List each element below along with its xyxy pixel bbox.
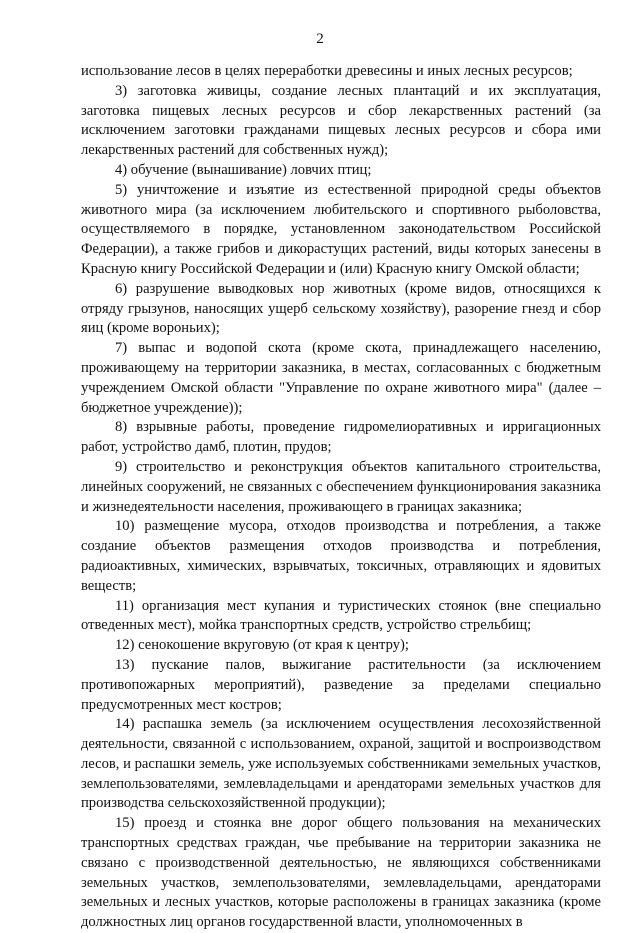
paragraph: 8) взрывные работы, проведение гидромелиоративных и ирригационных работ, устройство дамб, плотин, прудов; <box>81 419 601 456</box>
paragraph: 7) выпас и водопой скота (кроме скота, принадлежащего населению, проживающему на территории заказника, в местах, согласованных с бюджетным учреждением Омской области "Управление по охране животного мира" (далее – бюджетное учреждение)); <box>81 340 601 416</box>
paragraph: 5) уничтожение и изъятие из естественной природной среды объектов животного мира (за исключением любительского и спортивного рыболовства, осуществляемого в порядке, установленном законодательством Российской Федерации), а также грибов и дикорастущих растений, виды которых занесены в Красную книгу Российской Федерации и (или) Красную книгу Омской области; <box>81 181 601 277</box>
paragraph: 14) распашка земель (за исключением осуществления лесохозяйственной деятельности, связанной с использованием, охраной, защитой и воспроизводством лесов, и распашки земель, уже используемых собственниками земельных участков, землепользователями, землевладельцами и арендаторами земельных участков для производства сельскохозяйственной продукции); <box>81 716 601 812</box>
paragraph: 6) разрушение выводковых нор животных (кроме видов, относящихся к отряду грызунов, наносящих ущерб сельскому хозяйству), разорение гнезд и сбор яиц (кроме вороньих); <box>81 280 601 337</box>
paragraph: 10) размещение мусора, отходов производства и потребления, а также создание объектов размещения отходов производства и потребления, радиоактивных, химических, взрывчатых, токсичных, отравляющих и ядовитых веществ; <box>81 518 601 594</box>
paragraph: 11) организация мест купания и туристических стоянок (вне специально отведенных мест), мойка транспортных средств, устройство стрельбищ; <box>81 597 601 634</box>
paragraph: 15) проезд и стоянка вне дорог общего пользования на механических транспортных средствах граждан, чье пребывание на территории заказника не связано с производственной деятельностью, не являющихся собственниками земельных участков, землепользователями, землевладельцами, арендаторами земельных и лесных участков, которые расположены в границах заказника (кроме должностных лиц органов государственной власти, уполномоченных в <box>81 815 601 931</box>
page-number: 2 <box>316 31 324 47</box>
paragraph: 13) пускание палов, выжигание растительности (за исключением противопожарных мероприятий), разведение за пределами специально предусмотренных мест костров; <box>81 656 601 713</box>
paragraph: 12) сенокошение вкруговую (от края к центру); <box>115 637 409 654</box>
paragraph: использование лесов в целях переработки древесины и иных лесных ресурсов; <box>81 63 573 79</box>
paragraph: 9) строительство и реконструкция объектов капитального строительства, линейных сооружений, не связанных с обеспечением функционирования заказника и жизнедеятельности населения, проживающего в границах заказника; <box>81 458 601 515</box>
document-body <box>81 62 601 933</box>
paragraph: 3) заготовка живицы, создание лесных плантаций и их эксплуатация, заготовка пищевых лесных ресурсов и сбор лекарственных растений (за исключением заготовки гражданами пищевых лесных ресурсов и сбора ими лекарственных растений для собственных нужд); <box>81 82 601 159</box>
paragraph: 4) обучение (вынашивание) ловчих птиц; <box>115 161 372 178</box>
